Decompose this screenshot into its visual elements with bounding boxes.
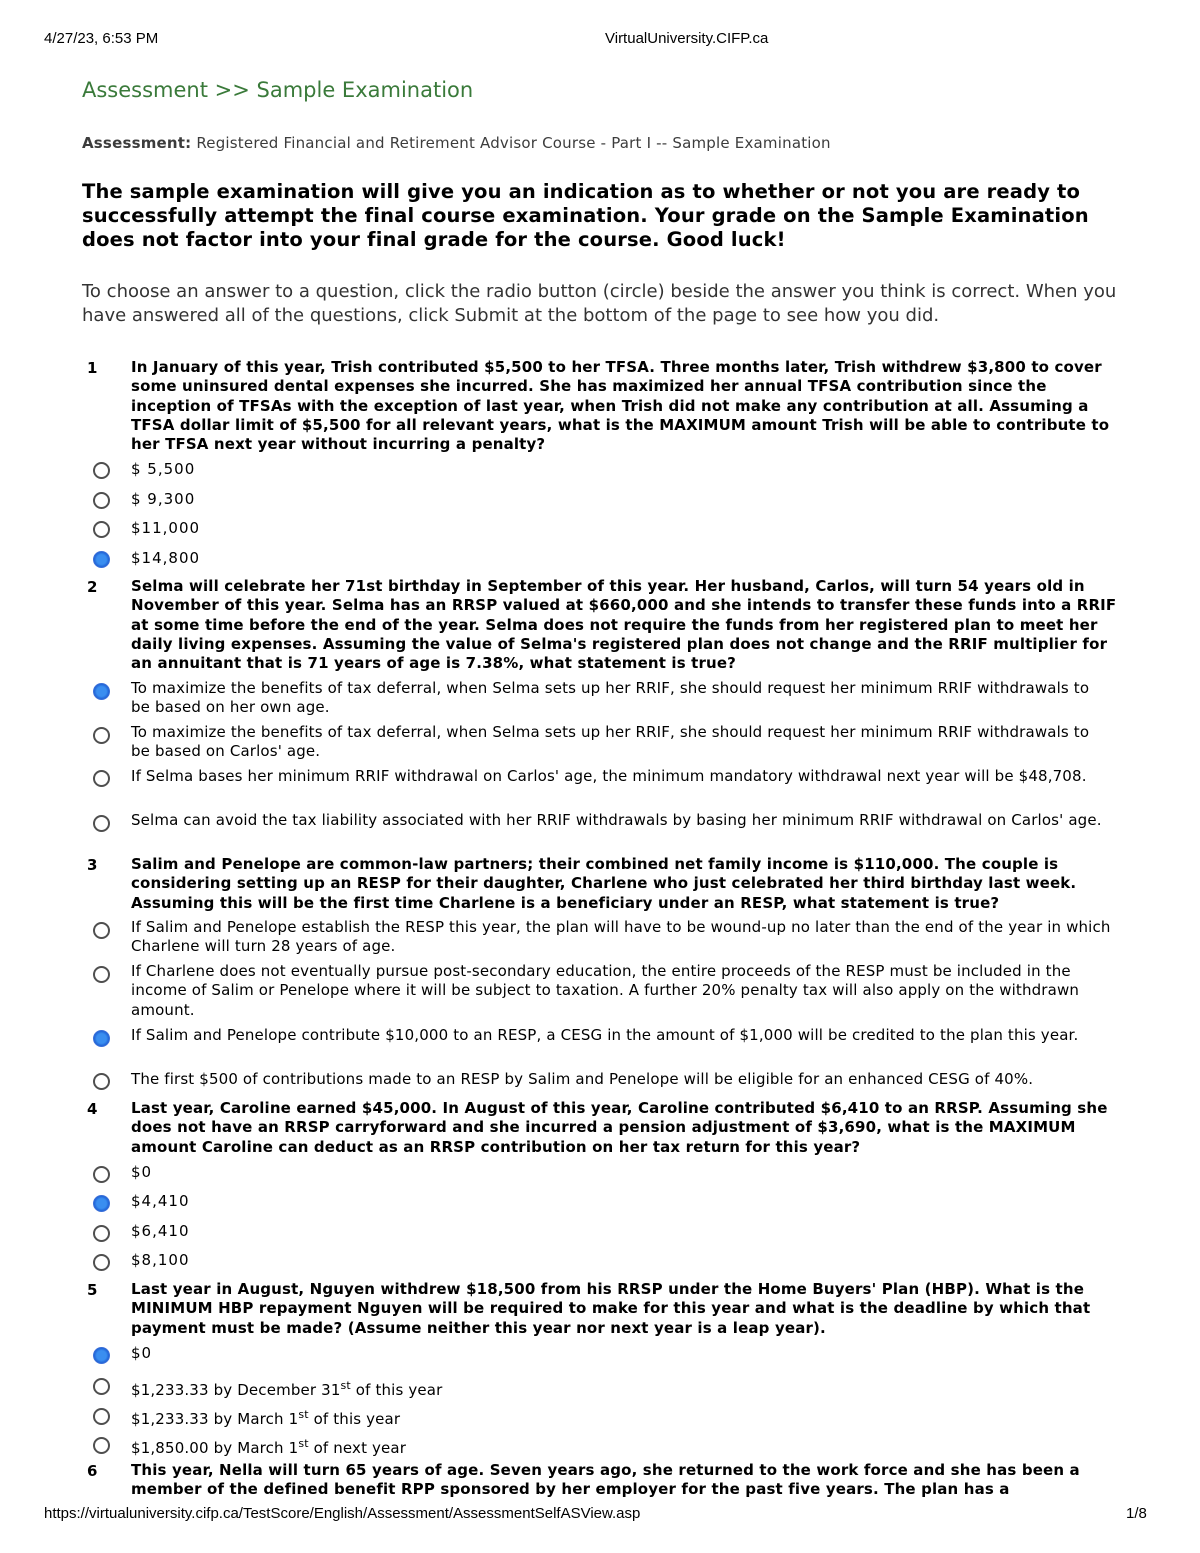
answer-main: $1,850.00 by March 1: [131, 1439, 299, 1457]
print-site: VirtualUniversity.CIFP.ca: [605, 30, 769, 47]
answer-option: To maximize the benefits of tax deferral, when Selma sets up her RRIF, she should request her minimum RRIF withdrawals to be based on her own age.: [131, 679, 1090, 717]
answer-option: $14,800: [131, 549, 201, 567]
question-number: 4: [87, 1100, 98, 1118]
answer-option: To maximize the benefits of tax deferral, when Selma sets up her RRIF, she should request her minimum RRIF withdrawals to be based on Carlos' age.: [131, 723, 1090, 761]
question-text: This year, Nella will turn 65 years of age. Seven years ago, she returned to the work force and she has been a member of the defined benefit RPP sponsored by her employer for the past five years. The plan has a: [131, 1461, 1080, 1499]
answer-option: $11,000: [131, 519, 201, 537]
answer-radio[interactable]: [93, 727, 110, 744]
answer-tail: of this year: [308, 1410, 401, 1428]
ordinal-suffix: st: [340, 1379, 351, 1392]
question-text: Salim and Penelope are common-law partners; their combined net family income is $110,000. The couple is considering setting up an RESP for their daughter, Charlene who just celebrated her third birthday last week. Assuming this will be the first time Charlene is a beneficiary under an RESP, what statement is true?: [131, 855, 1077, 912]
answer-radio-selected[interactable]: [93, 551, 110, 568]
question-text: Last year, Caroline earned $45,000. In August of this year, Caroline contributed $6,410 to an RRSP. Assuming she does not have an RRSP carryforward and she incurred a pension adjustment of $3,690, what is the MAXIMUM amount Caroline can deduct as an RRSP contribution on her tax return for this year?: [131, 1099, 1108, 1156]
breadcrumb: Assessment >> Sample Examination: [82, 78, 474, 102]
answer-option: $8,100: [131, 1251, 190, 1269]
assessment-name: Registered Financial and Retirement Advisor Course - Part I -- Sample Examination: [196, 134, 831, 152]
answer-main: $1,233.33 by December 31: [131, 1381, 341, 1399]
answer-main: $1,233.33 by March 1: [131, 1410, 299, 1428]
assessment-line: [82, 134, 831, 152]
answer-tail: of next year: [308, 1439, 407, 1457]
question-number: 3: [87, 856, 98, 874]
question-number: 1: [87, 359, 98, 377]
answer-option: [131, 1434, 1111, 1458]
assessment-label: Assessment:: [82, 134, 192, 152]
answer-radio[interactable]: [93, 966, 110, 983]
answer-radio[interactable]: [93, 1437, 110, 1454]
answer-option: $6,410: [131, 1222, 190, 1240]
answer-tail: of this year: [350, 1381, 443, 1399]
answer-option: If Charlene does not eventually pursue post-secondary education, the entire proceeds of the RESP must be included in the income of Salim or Penelope where it will be subject to taxation. A further 20% penalty tax will also apply on the withdrawn amount.: [131, 962, 1080, 1019]
answer-radio-selected[interactable]: [93, 1195, 110, 1212]
question-number: 5: [87, 1281, 98, 1299]
print-datetime: 4/27/23, 6:53 PM: [44, 30, 159, 47]
ordinal-suffix: st: [298, 1437, 309, 1450]
answer-option: $0: [131, 1344, 153, 1362]
answer-option: $ 9,300: [131, 490, 196, 508]
answer-option: If Salim and Penelope contribute $10,000 to an RESP, a CESG in the amount of $1,000 will be credited to the plan this year.: [131, 1026, 1079, 1044]
answer-radio[interactable]: [93, 462, 110, 479]
answer-option: [131, 1405, 1111, 1429]
answer-radio[interactable]: [93, 1166, 110, 1183]
answer-radio[interactable]: [93, 1378, 110, 1395]
answer-radio[interactable]: [93, 1225, 110, 1242]
answer-option: $0: [131, 1163, 153, 1181]
question-number: 2: [87, 578, 98, 596]
print-url: https://virtualuniversity.cifp.ca/TestScore/English/Assessment/AssessmentSelfASView.asp: [44, 1505, 641, 1522]
answer-option: $4,410: [131, 1192, 190, 1210]
answer-radio[interactable]: [93, 492, 110, 509]
answer-option: $ 5,500: [131, 460, 196, 478]
intro-text: The sample examination will give you an indication as to whether or not you are ready to successfully attempt the final course examination. Your grade on the Sample Examination does not factor into your final grade for the course. Good luck!: [82, 180, 1089, 251]
question-number: 6: [87, 1462, 98, 1480]
print-page-number: 1/8: [1126, 1505, 1147, 1522]
answer-radio-selected[interactable]: [93, 1347, 110, 1364]
answer-radio[interactable]: [93, 1254, 110, 1271]
answer-option: [131, 1376, 1111, 1400]
answer-radio[interactable]: [93, 521, 110, 538]
answer-option: Selma can avoid the tax liability associated with her RRIF withdrawals by basing her minimum RRIF withdrawal on Carlos' age.: [131, 811, 1102, 829]
answer-radio[interactable]: [93, 815, 110, 832]
ordinal-suffix: st: [298, 1408, 309, 1421]
answer-option: If Salim and Penelope establish the RESP this year, the plan will have to be wound-up no later than the end of the year in which Charlene will turn 28 years of age.: [131, 918, 1111, 956]
question-text: In January of this year, Trish contributed $5,500 to her TFSA. Three months later, Trish withdrew $3,800 to cover some uninsured dental expenses she incurred. She has maximized her annual TFSA contribution since the inception of TFSAs with the exception of last year, when Trish did not make any contribution at all. Assuming a TFSA dollar limit of $5,500 for all relevant years, what is the MAXIMUM amount Trish will be able to contribute to her TFSA next year without incurring a penalty?: [131, 358, 1110, 454]
answer-radio[interactable]: [93, 770, 110, 787]
instructions-text: To choose an answer to a question, click the radio button (circle) beside the answer you think is correct. When you have answered all of the questions, click Submit at the bottom of the page to see how you did.: [82, 281, 1117, 326]
question-text: Selma will celebrate her 71st birthday in September of this year. Her husband, Carlos, will turn 54 years old in November of this year. Selma has an RRSP valued at $660,000 and she intends to transfer these funds into a RRIF at some time before the end of the year. Selma does not require the funds from her registered plan to meet her daily living expenses. Assuming the value of Selma's registered plan does not change and the RRIF multiplier for an annuitant that is 71 years of age is 7.38%, what statement is true?: [131, 577, 1117, 673]
answer-option: If Selma bases her minimum RRIF withdrawal on Carlos' age, the minimum mandatory withdrawal next year will be $48,708.: [131, 767, 1087, 785]
answer-radio-selected[interactable]: [93, 1030, 110, 1047]
answer-radio[interactable]: [93, 1073, 110, 1090]
answer-radio-selected[interactable]: [93, 683, 110, 700]
answer-radio[interactable]: [93, 1408, 110, 1425]
question-text: Last year in August, Nguyen withdrew $18,500 from his RRSP under the Home Buyers' Plan (HBP). What is the MINIMUM HBP repayment Nguyen will be required to make for this year and what is the deadline by which that payment must be made? (Assume neither this year nor next year is a leap year).: [131, 1280, 1091, 1337]
answer-radio[interactable]: [93, 922, 110, 939]
answer-option: The first $500 of contributions made to an RESP by Salim and Penelope will be eligible for an enhanced CESG of 40%.: [131, 1070, 1034, 1088]
